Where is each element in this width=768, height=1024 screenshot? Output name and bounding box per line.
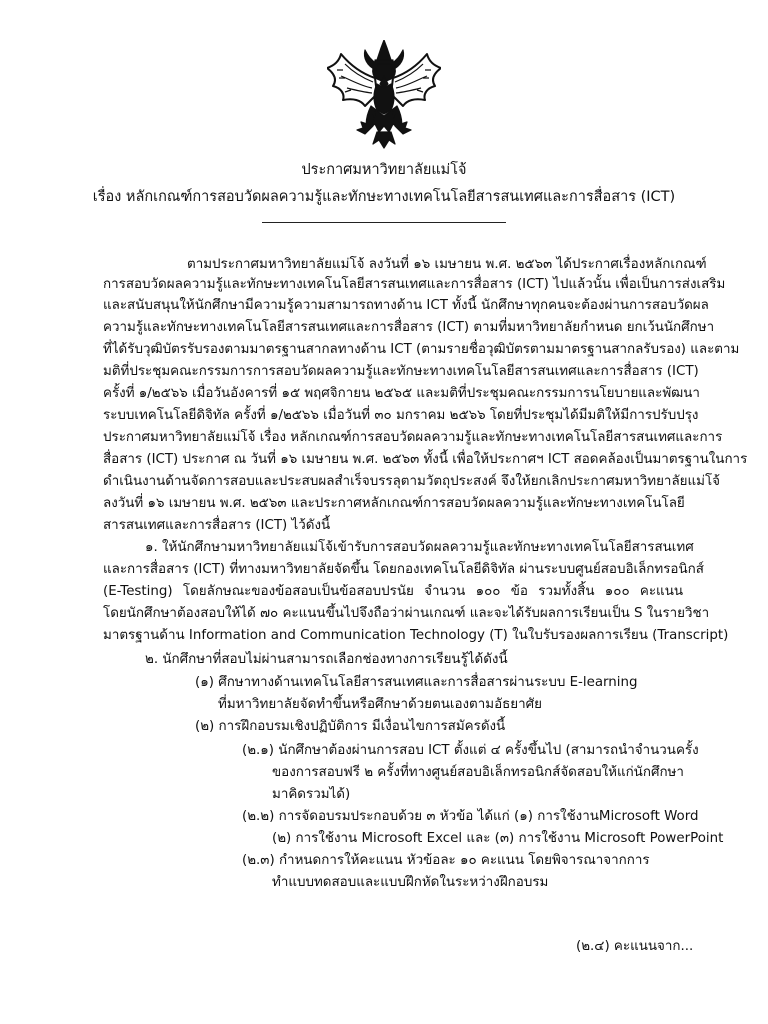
clause-1-line: โดยนักศึกษาต้องสอบให้ได้ ๗๐ คะแนนขึ้นไปจึงถือว่าผ่านเกณฑ์ และจะได้รับผลการเรียนเป็น S ในรายวิชา <box>103 606 710 621</box>
paragraph-line: ประกาศมหาวิทยาลัยแม่โจ้ เรื่อง หลักเกณฑ์การสอบวัดผลความรู้และทักษะทางเทคโนโลยีสารสนเทศและการ <box>103 430 723 445</box>
clause-2-2-2: (๒.๒) การจัดอบรมประกอบด้วย ๓ หัวข้อ ได้แก่ (๑) การใช้งานMicrosoft Word <box>242 809 699 824</box>
paragraph-line: ความรู้และทักษะทางเทคโนโลยีสารสนเทศและการสื่อสาร (ICT) ตามที่มหาวิทยาลัยกำหนด ยกเว้นนักศึกษา <box>103 320 715 335</box>
clause-2-item-1-cont: ที่มหาวิทยาลัยจัดทำขึ้นหรือศึกษาด้วยตนเองตามอัธยาศัย <box>218 697 543 712</box>
garuda-emblem-icon <box>327 40 441 150</box>
paragraph-line: มติที่ประชุมคณะกรรมการการสอบวัดผลความรู้และทักษะทางเทคโนโลยีสารสนเทศและการสื่อสาร (ICT) <box>103 364 699 379</box>
paragraph-line: ครั้งที่ ๑/๒๕๖๖ เมื่อวันอังคารที่ ๑๕ พฤศจิกายน ๒๕๖๕ และมติที่ประชุมคณะกรรมการนโยบายและพัฒนา <box>103 386 700 401</box>
document-subject: เรื่อง หลักเกณฑ์การสอบวัดผลความรู้และทักษะทางเทคโนโลยีสารสนเทศและการสื่อสาร (ICT) <box>92 189 676 205</box>
clause-1-line: และการสื่อสาร (ICT) ที่ทางมหาวิทยาลัยจัดขึ้น โดยกองเทคโนโลยีดิจิทัล ผ่านระบบศูนย์สอบอิเล็กทรอนิกส์ <box>103 562 704 577</box>
clause-2-2-2-cont: (๒) การใช้งาน Microsoft Excel และ (๓) การใช้งาน Microsoft PowerPoint <box>272 831 724 846</box>
clause-2-2-1: (๒.๑) นักศึกษาต้องผ่านการสอบ ICT ตั้งแต่ ๔ ครั้งขึ้นไป (สามารถนำจำนวนครั้ง <box>242 743 699 758</box>
clause-2-2-3-cont: ทำแบบทดสอบและแบบฝึกหัดในระหว่างฝึกอบรม <box>272 875 549 890</box>
paragraph-line: และสนับสนุนให้นักศึกษามีความรู้ความสามารถทางด้าน ICT ทั้งนี้ นักศึกษาทุกคนจะต้องผ่านการสอบวัดผล <box>103 298 709 313</box>
clause-2-item-1: (๑) ศึกษาทางด้านเทคโนโลยีสารสนเทศและการสื่อสารผ่านระบบ E-learning <box>195 675 638 690</box>
clause-2-2-1-cont: ของการสอบฟรี ๒ ครั้งที่ทางศูนย์สอบอิเล็กทรอนิกส์จัดสอบให้แก่นักศึกษา <box>272 765 684 780</box>
paragraph-line: ที่ได้รับวุฒิบัตรรับรองตามมาตรฐานสากลทางด้าน ICT (ตามรายชื่อวุฒิบัตรตามมาตรฐานสากลรับรอง) และตาม <box>103 342 740 357</box>
paragraph-line: สารสนเทศและการสื่อสาร (ICT) ไว้ดังนี้ <box>103 518 331 533</box>
clause-1-line: มาตรฐานด้าน Information and Communication Technology (T) ในใบรับรองผลการเรียน (Transcript) <box>103 628 729 643</box>
clause-1-line: (E-Testing) โดยลักษณะของข้อสอบเป็นข้อสอบปรนัย จำนวน ๑๐๐ ข้อ รวมทั้งสิ้น ๑๐๐ คะแนน <box>103 584 683 599</box>
paragraph-line: ลงวันที่ ๑๖ เมษายน พ.ศ. ๒๕๖๓ และประกาศหลักเกณฑ์การสอบวัดผลความรู้และทักษะทางเทคโนโลยี <box>103 496 685 511</box>
heading-divider <box>262 222 506 223</box>
paragraph-line: การสอบวัดผลความรู้และทักษะทางเทคโนโลยีสารสนเทศและการสื่อสาร (ICT) ไปแล้วนั้น เพื่อเป็นการส่งเสริม <box>103 277 726 292</box>
clause-2-line: ๒. นักศึกษาที่สอบไม่ผ่านสามารถเลือกช่องทางการเรียนรู้ได้ดังนี้ <box>145 652 508 667</box>
paragraph-line: ระบบเทคโนโลยีดิจิทัล ครั้งที่ ๑/๒๕๖๖ เมื่อวันที่ ๓๐ มกราคม ๒๕๖๖ โดยที่ประชุมได้มีมติให้มีการปรับปรุง <box>103 408 699 423</box>
clause-2-item-2: (๒) การฝึกอบรมเชิงปฏิบัติการ มีเงื่อนไขการสมัครดังนี้ <box>195 719 506 734</box>
document-issuer: ประกาศมหาวิทยาลัยแม่โจ้ <box>301 162 467 178</box>
continuation-note: (๒.๔) คะแนนจาก... <box>576 939 694 954</box>
clause-1-line: ๑. ให้นักศึกษามหาวิทยาลัยแม่โจ้เข้ารับการสอบวัดผลความรู้และทักษะทางเทคโนโลยีสารสนเทศ <box>145 540 694 555</box>
clause-2-2-3: (๒.๓) กำหนดการให้คะแนน หัวข้อละ ๑๐ คะแนน โดยพิจารณาจากการ <box>242 853 650 868</box>
paragraph-line: สื่อสาร (ICT) ประกาศ ณ วันที่ ๑๖ เมษายน พ.ศ. ๒๕๖๓ ทั้งนี้ เพื่อให้ประกาศฯ ICT สอดคล้องเป็นมาตรฐานในการ <box>103 452 748 467</box>
paragraph-line: ตามประกาศมหาวิทยาลัยแม่โจ้ ลงวันที่ ๑๖ เมษายน พ.ศ. ๒๕๖๓ ได้ประกาศเรื่องหลักเกณฑ์ <box>187 257 707 272</box>
clause-2-2-1-cont: มาคิดรวมได้) <box>272 787 351 802</box>
paragraph-line: ดำเนินงานด้านจัดการสอบและประสบผลสำเร็จบรรลุตามวัตถุประสงค์ จึงให้ยกเลิกประกาศมหาวิทยาลัยแม่โจ้ <box>103 474 721 489</box>
